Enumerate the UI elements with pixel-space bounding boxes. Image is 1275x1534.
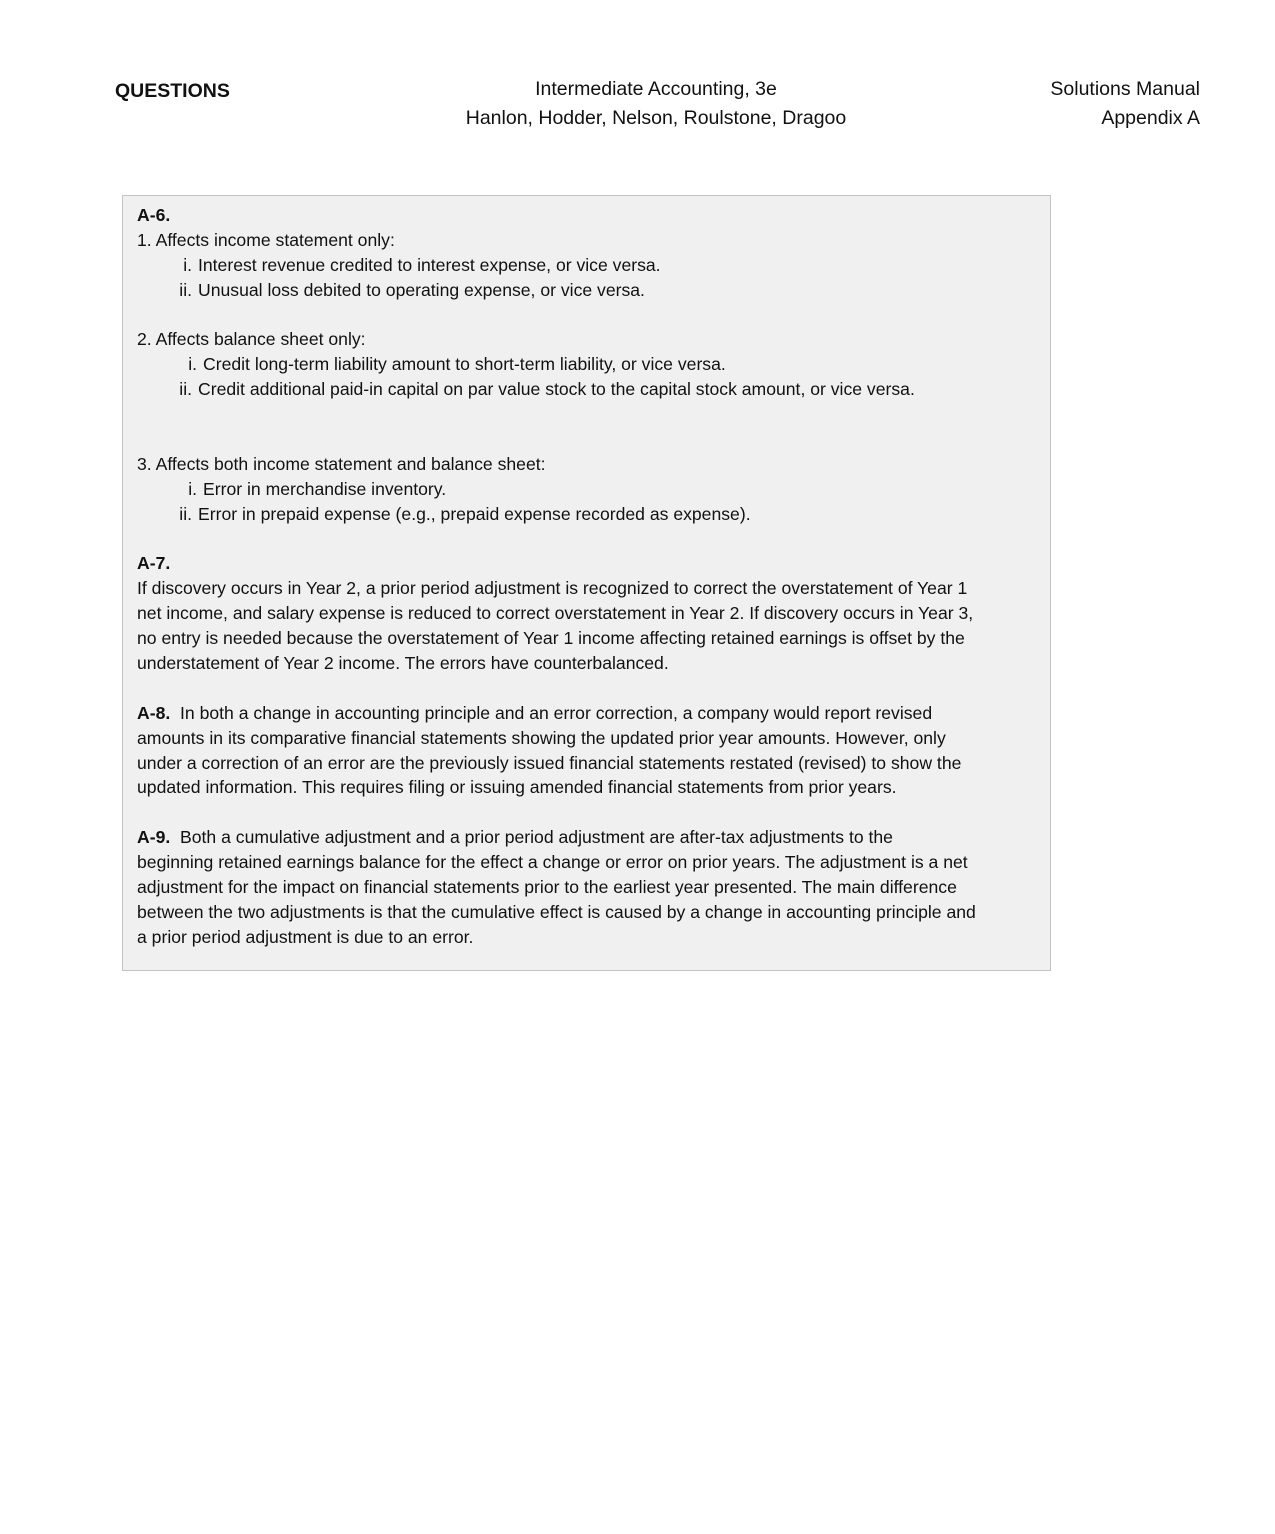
a8-line: under a correction of an error are the previously issued financial statements restated (revised) to show the	[137, 752, 962, 773]
a6-item-1-ii	[137, 278, 1039, 303]
a9-first-line	[137, 825, 1039, 850]
list-text: Credit long-term liability amount to short-term liability, or vice versa.	[203, 354, 726, 375]
list-text: Error in prepaid expense (e.g., prepaid expense recorded as expense).	[198, 503, 751, 524]
a9-line: between the two adjustments is that the cumulative effect is caused by a change in accounting principle and	[137, 901, 976, 922]
book-title-block	[330, 75, 982, 133]
a8-line: amounts in its comparative financial statements showing the updated prior year amounts. However, only	[137, 727, 946, 748]
a8-heading: A-8.	[137, 702, 171, 723]
a7-line: If discovery occurs in Year 2, a prior period adjustment is recognized to correct the overstatement of Year 1	[137, 578, 968, 599]
roman-marker: i.	[188, 478, 197, 499]
roman-marker: ii.	[179, 503, 192, 524]
manual-title: Solutions Manual	[1050, 78, 1200, 100]
a6-item-1-i	[137, 253, 1039, 278]
roman-marker: ii.	[179, 379, 192, 400]
section-label: QUESTIONS	[115, 80, 230, 102]
a8-first-line	[137, 701, 1039, 726]
a6-item-2-i	[137, 352, 1039, 377]
a9-line: adjustment for the impact on financial statements prior to the earliest year presented. The main difference	[137, 877, 957, 898]
a8-line: updated information. This requires filing or issuing amended financial statements from prior years.	[137, 777, 897, 798]
book-title: Intermediate Accounting, 3e	[535, 78, 777, 100]
a6-item-3-title: 3. Affects both income statement and balance sheet:	[137, 453, 546, 474]
appendix-label: Appendix A	[1101, 107, 1200, 129]
a9-line: a prior period adjustment is due to an error.	[137, 926, 474, 947]
a9-line: beginning retained earnings balance for the effect a change or error on prior years. The adjustment is a net	[137, 852, 968, 873]
roman-marker: ii.	[179, 279, 192, 300]
a6-item-3-i	[137, 477, 1039, 502]
a9-heading: A-9.	[137, 827, 171, 848]
roman-marker: i.	[183, 254, 192, 275]
answers-content	[137, 203, 1039, 950]
a7-line: no entry is needed because the overstatement of Year 1 income affecting retained earnings is offset by the	[137, 628, 965, 649]
list-text: Error in merchandise inventory.	[203, 478, 447, 499]
list-text: Interest revenue credited to interest expense, or vice versa.	[198, 254, 661, 275]
a6-heading: A-6.	[137, 205, 171, 225]
answers-box	[122, 195, 1051, 971]
list-text: Unusual loss debited to operating expense, or vice versa.	[198, 279, 645, 300]
a7-line: net income, and salary expense is reduced to correct overstatement in Year 2. If discovery occurs in Year 3,	[137, 603, 974, 624]
list-text: Credit additional paid-in capital on par value stock to the capital stock amount, or vice versa.	[198, 379, 915, 400]
a6-item-3-ii	[137, 502, 1039, 527]
a6-item-2-ii	[137, 377, 1039, 402]
a6-item-1-title: 1. Affects income statement only:	[137, 229, 395, 250]
a8-text: In both a change in accounting principle and an error correction, a company would report revised	[170, 702, 933, 723]
a7-line: understatement of Year 2 income. The errors have counterbalanced.	[137, 653, 669, 674]
manual-info-block	[1050, 75, 1200, 133]
a9-text: Both a cumulative adjustment and a prior period adjustment are after-tax adjustments to the	[170, 827, 893, 848]
a6-item-2-title: 2. Affects balance sheet only:	[137, 329, 366, 350]
a7-heading: A-7.	[137, 553, 171, 574]
roman-marker: i.	[188, 354, 197, 375]
book-authors: Hanlon, Hodder, Nelson, Roulstone, Dragoo	[465, 107, 847, 129]
